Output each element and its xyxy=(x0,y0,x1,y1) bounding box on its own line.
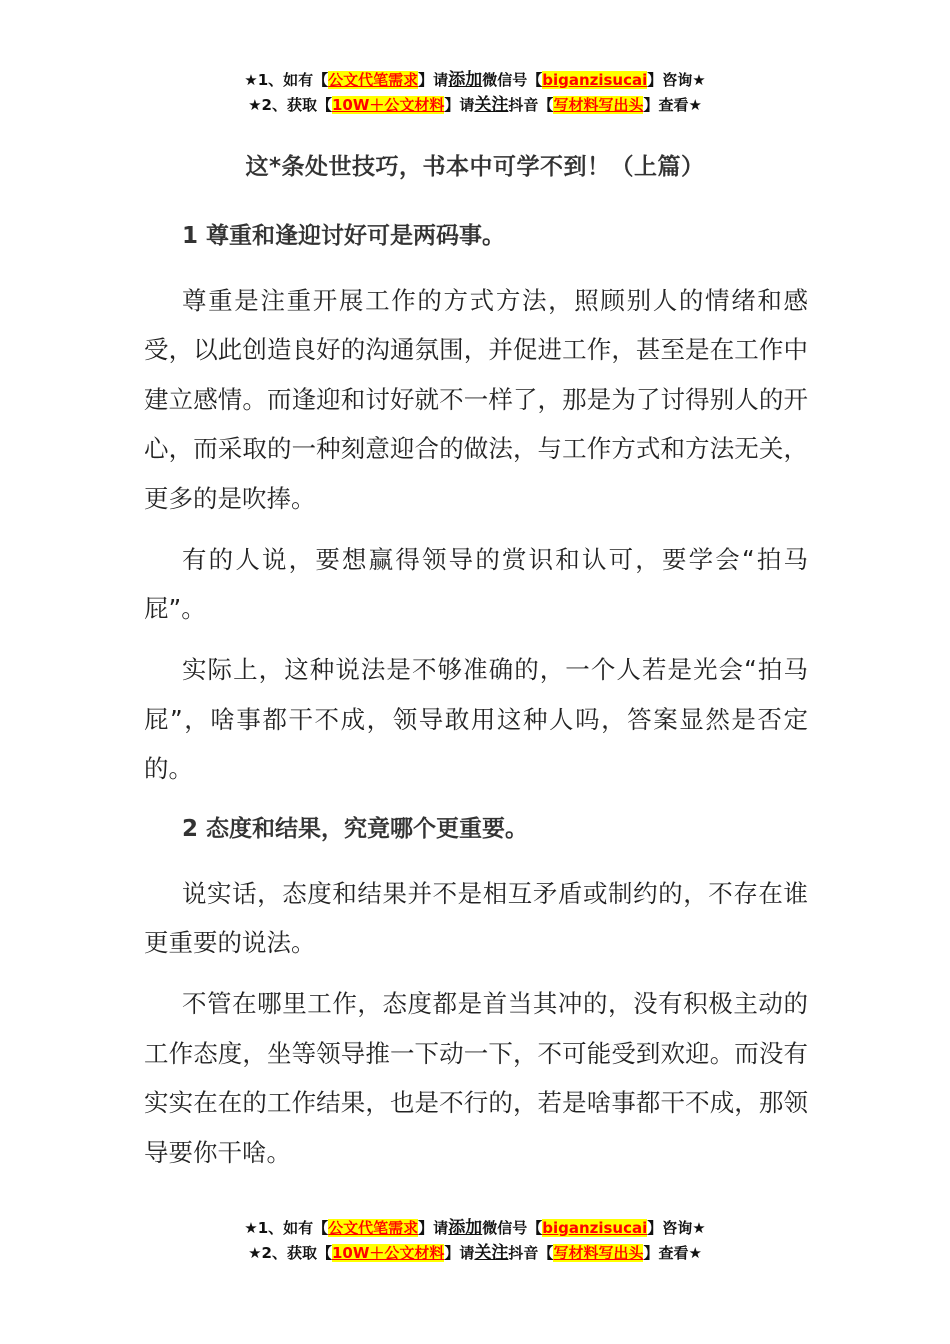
promo-text: 】请 xyxy=(444,1244,475,1262)
promo-text: ★1、如有【 xyxy=(244,1219,329,1237)
promo-wechat-id: biganzisucai xyxy=(542,1219,648,1237)
promo-text: 】请 xyxy=(418,1219,449,1237)
paragraph: 尊重是注重开展工作的方式方法，照顾别人的情绪和感受，以此创造良好的沟通氛围，并促进工作，甚至是在工作中建立感情。而逢迎和讨好就不一样了，那是为了讨得别人的开心，而采取的一种刻意迎合的做法，与工作方式和方法无关，更多的是吹捧。 xyxy=(144,285,808,513)
promo-highlight: 10W＋公文材料 xyxy=(331,1244,445,1262)
promo-text: 微信号【 xyxy=(482,1219,543,1237)
promo-douyin-account: 写材料写出头 xyxy=(553,1244,644,1262)
paragraph: 说实话，态度和结果并不是相互矛盾或制约的，不存在谁更重要的说法。 xyxy=(144,878,808,957)
document-body xyxy=(144,212,808,1189)
promo-text: ★2、获取【 xyxy=(248,96,332,114)
promo-line-1 xyxy=(0,68,950,93)
promo-banner-bottom xyxy=(0,1216,950,1266)
promo-text: 抖音【 xyxy=(508,1244,554,1262)
promo-text: ★2、获取【 xyxy=(248,1244,332,1262)
promo-text: 微信号【 xyxy=(482,71,543,89)
promo-text: 】请 xyxy=(444,96,475,114)
promo-text: 】查看★ xyxy=(643,1244,702,1262)
promo-text: 】咨询★ xyxy=(647,1219,706,1237)
promo-line-2 xyxy=(0,93,950,118)
promo-highlight: 公文代笔需求 xyxy=(328,71,419,89)
promo-wechat-id: biganzisucai xyxy=(542,71,648,89)
section-heading-2: 2 态度和结果，究竟哪个更重要。 xyxy=(182,816,529,842)
promo-emphasis: 关注 xyxy=(474,1243,509,1263)
paragraph: 实际上，这种说法是不够准确的，一个人若是光会“拍马屁”，啥事都干不成，领导敢用这种人吗，答案显然是否定的。 xyxy=(144,655,808,783)
paragraph: 不管在哪里工作，态度都是首当其冲的，没有积极主动的工作态度，坐等领导推一下动一下，不可能受到欢迎。而没有实实在在的工作结果，也是不行的，若是啥事都干不成，那领导要你干啥。 xyxy=(144,989,808,1167)
promo-line-1 xyxy=(0,1216,950,1241)
promo-banner-top xyxy=(0,68,950,118)
promo-text: 】咨询★ xyxy=(647,71,706,89)
promo-douyin-account: 写材料写出头 xyxy=(553,96,644,114)
promo-emphasis: 添加 xyxy=(448,70,483,90)
promo-line-2 xyxy=(0,1241,950,1266)
promo-text: 】查看★ xyxy=(643,96,702,114)
section-heading-1: 1 尊重和逢迎讨好可是两码事。 xyxy=(182,223,506,249)
promo-emphasis: 添加 xyxy=(448,1218,483,1238)
promo-highlight: 10W＋公文材料 xyxy=(331,96,445,114)
promo-emphasis: 关注 xyxy=(474,95,509,115)
promo-text: 抖音【 xyxy=(508,96,554,114)
promo-text: 】请 xyxy=(418,71,449,89)
paragraph: 有的人说，要想赢得领导的赏识和认可，要学会“拍马屁”。 xyxy=(144,544,808,623)
promo-highlight: 公文代笔需求 xyxy=(328,1219,419,1237)
promo-text: ★1、如有【 xyxy=(244,71,329,89)
document-title: 这*条处世技巧，书本中可学不到！（上篇） xyxy=(245,154,705,180)
